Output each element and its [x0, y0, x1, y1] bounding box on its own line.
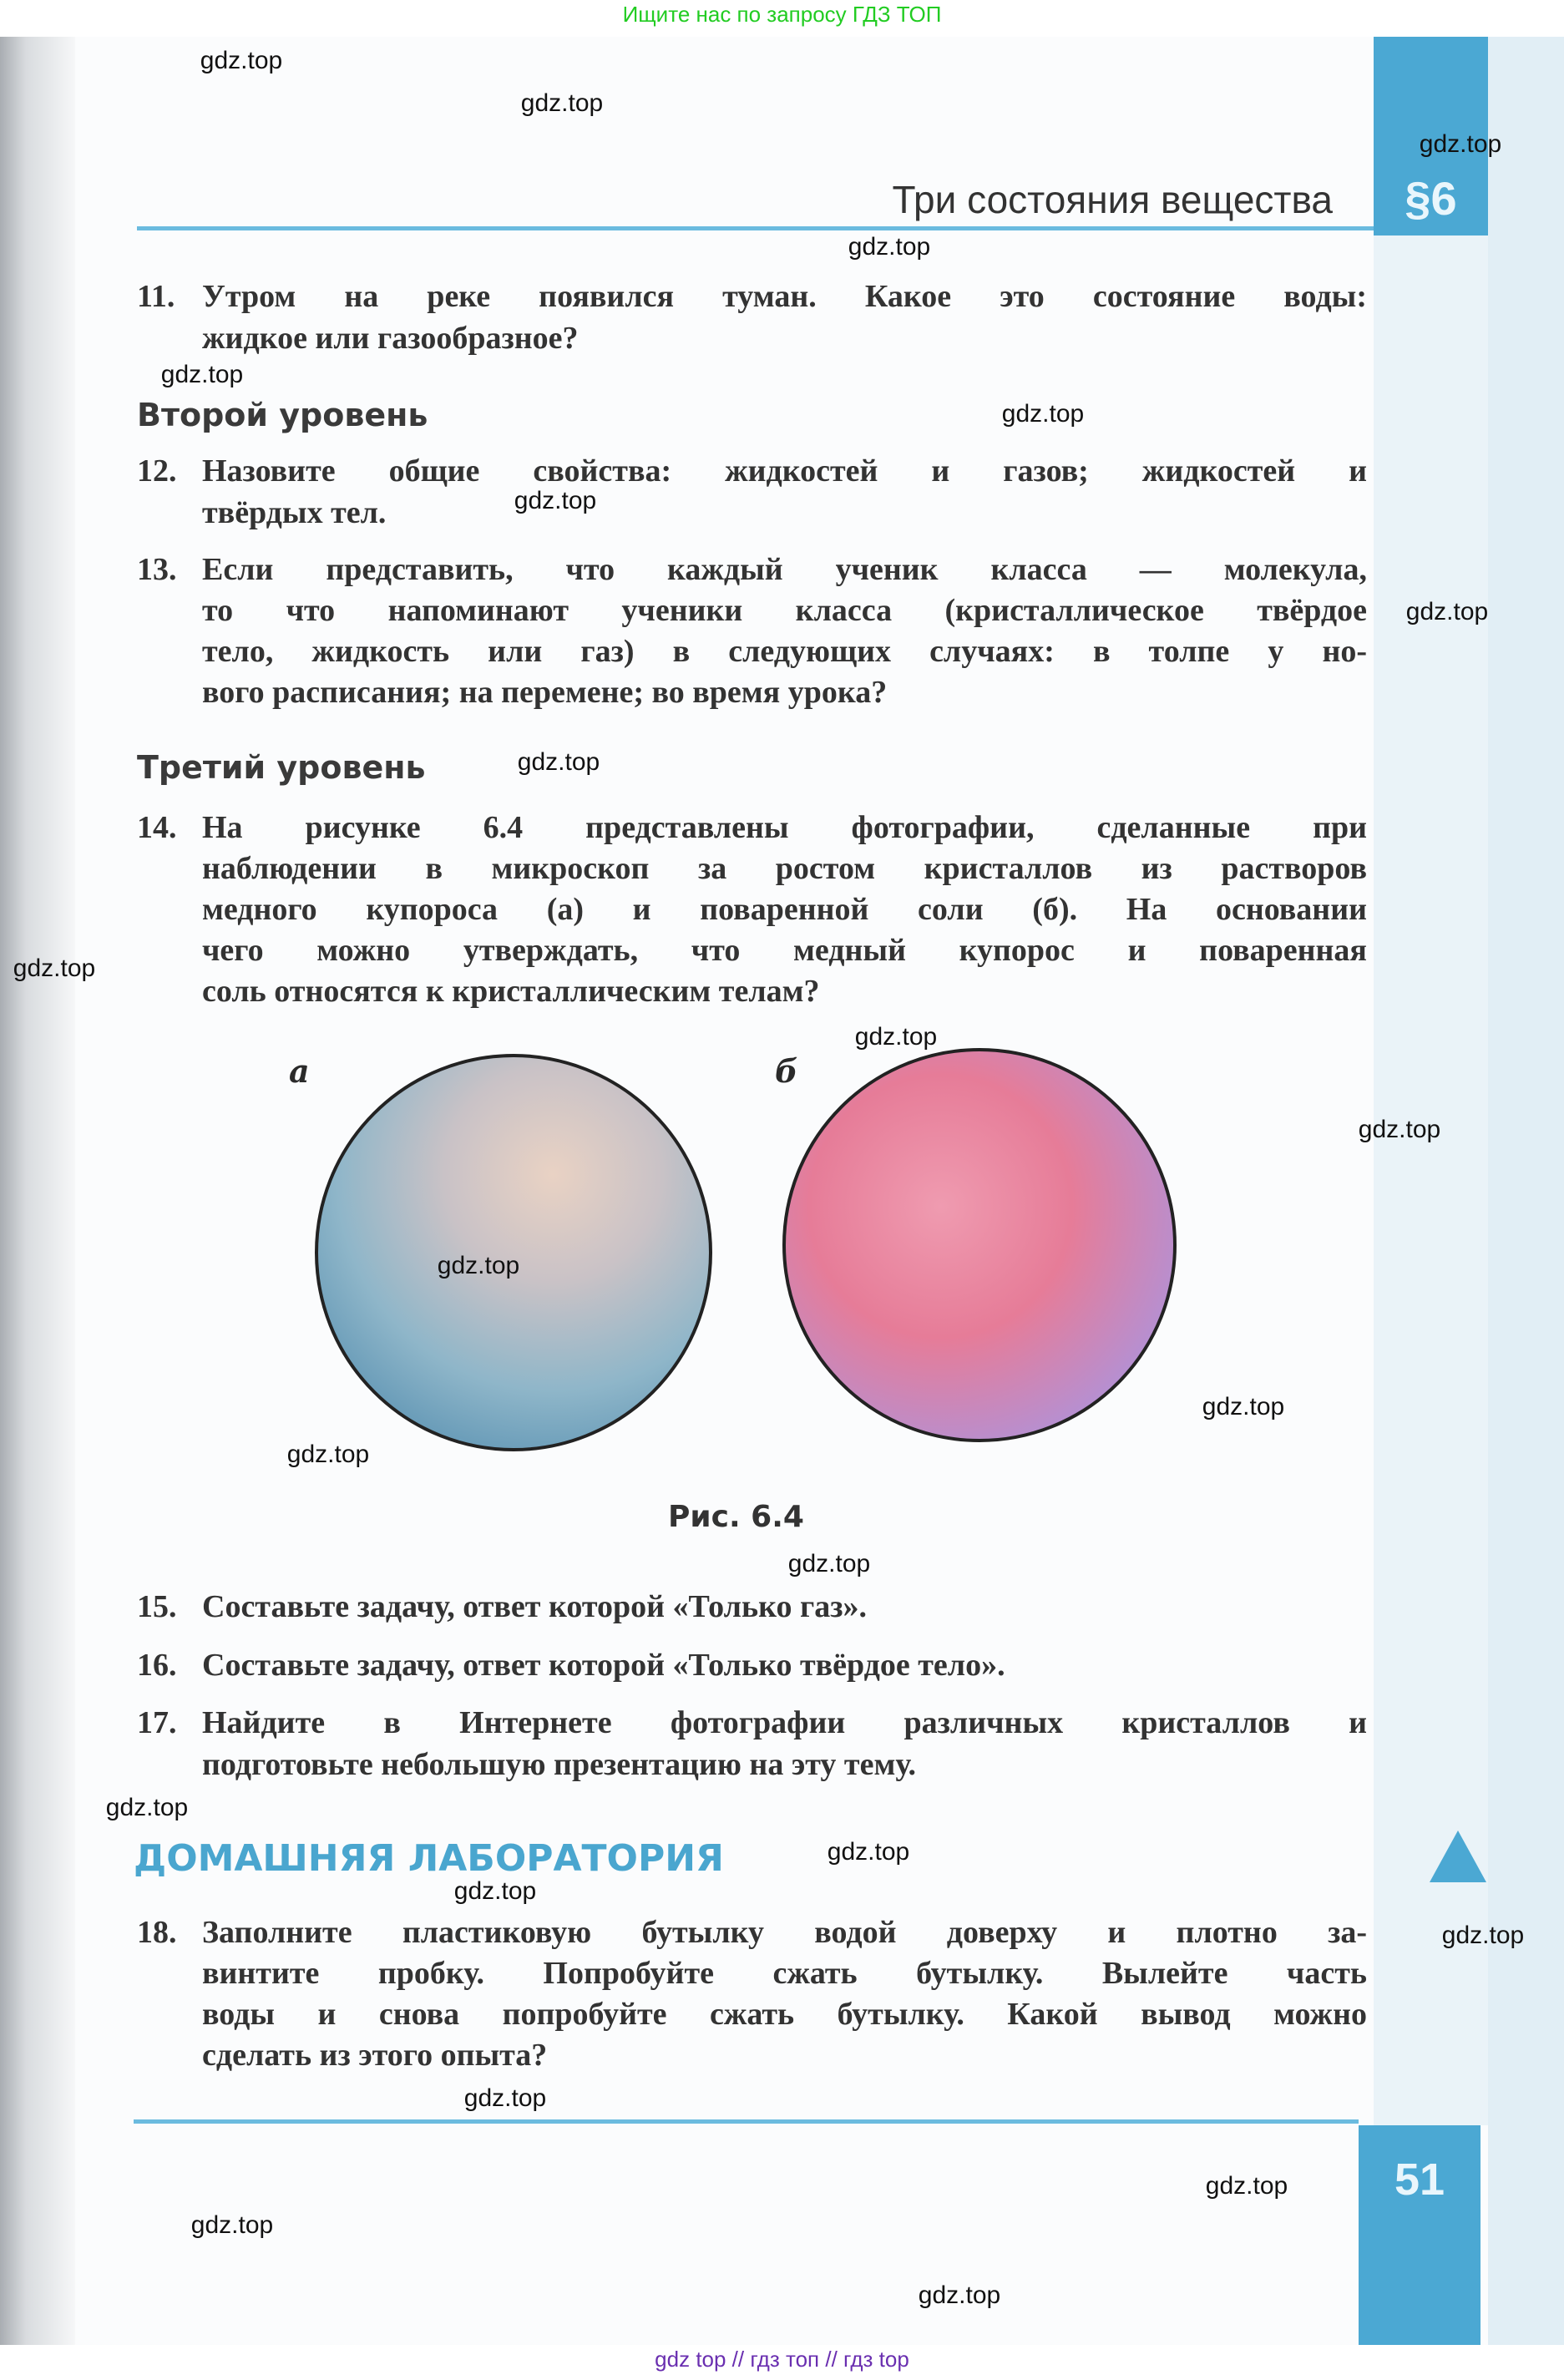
- figure-label-b: б: [775, 1052, 798, 1090]
- level-heading-second: Второй уровень: [137, 397, 428, 433]
- question-line: винтите пробку. Попробуйте сжать бутылку. Вылейте часть: [202, 1956, 1367, 1991]
- question-line: Если представить, что каждый ученик класса — молекула,: [202, 552, 1367, 587]
- watermark: gdz.top: [453, 1877, 537, 1905]
- footer-rule: [134, 2119, 1359, 2124]
- watermark: gdz.top: [1405, 598, 1489, 625]
- home-icon: [1430, 1831, 1486, 1882]
- question-line: наблюдении в микроскоп за ростом кристаллов из растворов: [202, 851, 1367, 886]
- question-line: сделать из этого опыта?: [202, 2038, 548, 2073]
- watermark: gdz.top: [437, 1252, 520, 1279]
- watermark: gdz.top: [160, 361, 244, 388]
- question-line: Заполните пластиковую бутылку водой доверху и плотно за-: [202, 1915, 1367, 1950]
- question-number: 11.: [137, 279, 175, 314]
- right-margin: [1488, 37, 1564, 2345]
- question-line: жидкое или газообразное?: [202, 321, 579, 356]
- header-rule: [137, 226, 1374, 230]
- question-line: твёрдых тел.: [202, 495, 387, 530]
- watermark: gdz.top: [13, 955, 96, 982]
- question-number: 14.: [137, 810, 177, 845]
- watermark: gdz.top: [463, 2084, 547, 2112]
- page-title: Три состояния вещества: [892, 178, 1333, 221]
- watermark: gdz.top: [918, 2281, 1001, 2309]
- question-line: медного купороса (а) и поваренной соли (б). На основании: [202, 892, 1367, 927]
- page-number: 51: [1394, 2155, 1445, 2205]
- top-banner[interactable]: Ищите нас по запросу ГДЗ ТОП: [622, 2, 942, 27]
- question-line: Утром на реке появился туман. Какое это состояние воды:: [202, 279, 1367, 314]
- question-line: то что напоминают ученики класса (кристаллическое твёрдое: [202, 593, 1367, 628]
- watermark: gdz.top: [1205, 2172, 1288, 2200]
- watermark: gdz.top: [827, 1838, 910, 1866]
- watermark: gdz.top: [787, 1550, 871, 1577]
- footer-links[interactable]: gdz top // гдз топ // гдз top: [655, 2347, 909, 2372]
- question-line: тело, жидкость или газ) в следующих случаях: в толпе у но-: [202, 634, 1367, 669]
- watermark: gdz.top: [517, 748, 600, 776]
- question-number: 13.: [137, 552, 177, 587]
- watermark: gdz.top: [514, 487, 597, 514]
- question-line: вого расписания; на перемене; во время урока?: [202, 675, 888, 710]
- level-heading-third: Третий уровень: [137, 749, 426, 786]
- watermark: gdz.top: [286, 1441, 370, 1468]
- question-line: Назовите общие свойства: жидкостей и газов; жидкостей и: [202, 453, 1367, 489]
- watermark: gdz.top: [1419, 130, 1502, 158]
- watermark: gdz.top: [848, 233, 931, 261]
- question-number: 18.: [137, 1915, 177, 1950]
- question-line: На рисунке 6.4 представлены фотографии, сделанные при: [202, 810, 1367, 845]
- page-number-tab: [1359, 2125, 1480, 2345]
- watermark: gdz.top: [200, 47, 283, 74]
- section-number: §6: [1405, 172, 1457, 225]
- question-line: Составьте задачу, ответ которой «Только газ».: [202, 1589, 868, 1624]
- question-line: Найдите в Интернете фотографии различных кристаллов и: [202, 1705, 1367, 1740]
- question-line: Составьте задачу, ответ которой «Только твёрдое тело».: [202, 1648, 1005, 1683]
- watermark: gdz.top: [190, 2211, 274, 2239]
- home-lab-heading: ДОМАШНЯЯ ЛАБОРАТОРИЯ: [134, 1837, 724, 1880]
- watermark: gdz.top: [1441, 1922, 1525, 1949]
- watermark: gdz.top: [854, 1023, 938, 1051]
- question-line: подготовьте небольшую презентацию на эту тему.: [202, 1747, 917, 1782]
- micrograph-salt: [782, 1048, 1177, 1442]
- watermark: gdz.top: [1001, 400, 1085, 428]
- figure-caption: Рис. 6.4: [668, 1500, 804, 1534]
- question-number: 12.: [137, 453, 177, 489]
- question-number: 16.: [137, 1648, 177, 1683]
- figure-label-a: а: [289, 1052, 310, 1090]
- page-spine-shadow: [0, 37, 75, 2345]
- question-number: 15.: [137, 1589, 177, 1624]
- question-line: чего можно утверждать, что медный купорос и поваренная: [202, 933, 1367, 968]
- watermark: gdz.top: [520, 89, 604, 117]
- question-number: 17.: [137, 1705, 177, 1740]
- watermark: gdz.top: [1202, 1393, 1285, 1420]
- watermark: gdz.top: [105, 1794, 189, 1821]
- question-line: воды и снова попробуйте сжать бутылку. Какой вывод можно: [202, 1997, 1367, 2032]
- question-line: соль относятся к кристаллическим телам?: [202, 974, 820, 1009]
- watermark: gdz.top: [1358, 1116, 1441, 1143]
